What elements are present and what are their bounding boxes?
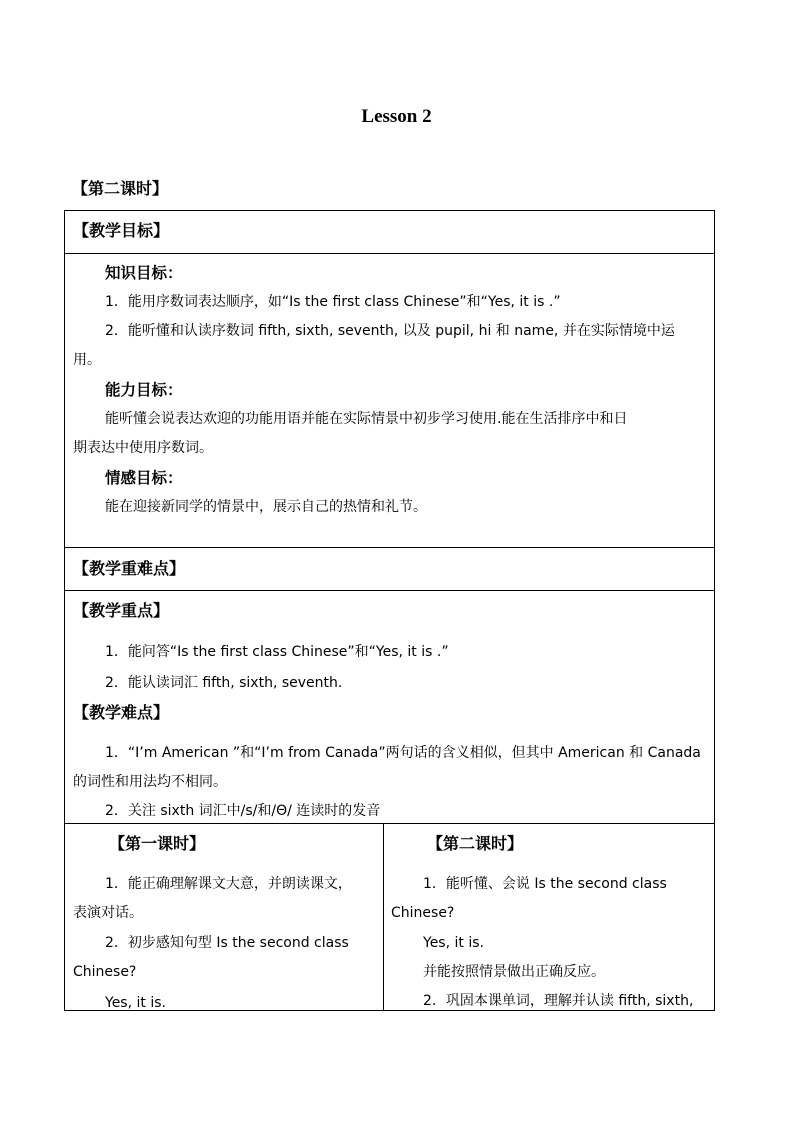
ability-goal-title: 能力目标： xyxy=(105,381,183,399)
difficulty-1-cont: 的词性和用法均不相同。 xyxy=(73,774,227,790)
right-line-4: 并能按照情景做出正确反应。 xyxy=(423,964,605,980)
ability-goal: 能听懂会说表达欢迎的功能用语并能在实际情景中初步学习使用.能在生活排序中和日 xyxy=(105,411,628,427)
focus-1: 1．能问答“Is the first class Chinese”和“Yes, it is .” xyxy=(105,644,449,660)
knowledge-goal-2: 2．能听懂和认读序数词 fifth, sixth, seventh, 以及 pupil, hi 和 name, 并在实际情境中运 xyxy=(105,323,675,339)
column-divider xyxy=(383,823,384,1010)
right-line-2: Chinese? xyxy=(391,905,455,921)
lesson-plan-table xyxy=(64,210,715,1011)
emotion-goal: 能在迎接新同学的情景中，展示自己的热情和礼节。 xyxy=(105,499,427,515)
right-line-5: 2．巩固本课单词，理解并认读 fifth, sixth, xyxy=(423,993,694,1009)
difficulty-2: 2．关注 sixth 词汇中/s/和/Θ/ 连读时的发音 xyxy=(105,803,381,819)
focus-title: 【教学重点】 xyxy=(73,601,170,620)
row-divider xyxy=(65,547,714,548)
right-column-header: 【第二课时】 xyxy=(427,834,524,853)
right-line-1: 1．能听懂、会说 Is the second class xyxy=(423,876,667,892)
ability-goal-cont: 期表达中使用序数词。 xyxy=(73,440,213,456)
right-line-3: Yes, it is. xyxy=(423,935,484,951)
difficulty-1: 1．“I’m American ”和“I’m from Canada”两句话的含义相似，但其中 American 和 Canada xyxy=(105,745,701,761)
left-column-header: 【第一课时】 xyxy=(109,834,206,853)
row-divider xyxy=(65,823,714,824)
left-line-1: 1．能正确理解课文大意，并朗读课文， xyxy=(105,876,352,892)
section-label: 【第二课时】 xyxy=(72,179,169,198)
page-title: Lesson 2 xyxy=(361,106,432,127)
left-line-2: 表演对话。 xyxy=(73,905,143,921)
focus-2: 2．能认读词汇 fifth, sixth, seventh. xyxy=(105,675,343,691)
left-line-3: 2．初步感知句型 Is the second class xyxy=(105,935,349,951)
emotion-goal-title: 情感目标： xyxy=(105,469,183,487)
difficulty-title: 【教学难点】 xyxy=(73,703,170,722)
knowledge-goal-title: 知识目标： xyxy=(105,264,183,282)
left-line-4: Chinese? xyxy=(73,964,137,980)
row-divider xyxy=(65,253,714,254)
row-divider xyxy=(65,590,714,591)
goals-header: 【教学目标】 xyxy=(73,221,170,240)
keypoints-header: 【教学重难点】 xyxy=(73,559,186,578)
knowledge-goal-1: 1．能用序数词表达顺序，如“Is the first class Chinese”和“Yes, it is .” xyxy=(105,294,561,310)
knowledge-goal-2-cont: 用。 xyxy=(73,352,101,368)
left-line-5: Yes, it is. xyxy=(105,995,166,1011)
